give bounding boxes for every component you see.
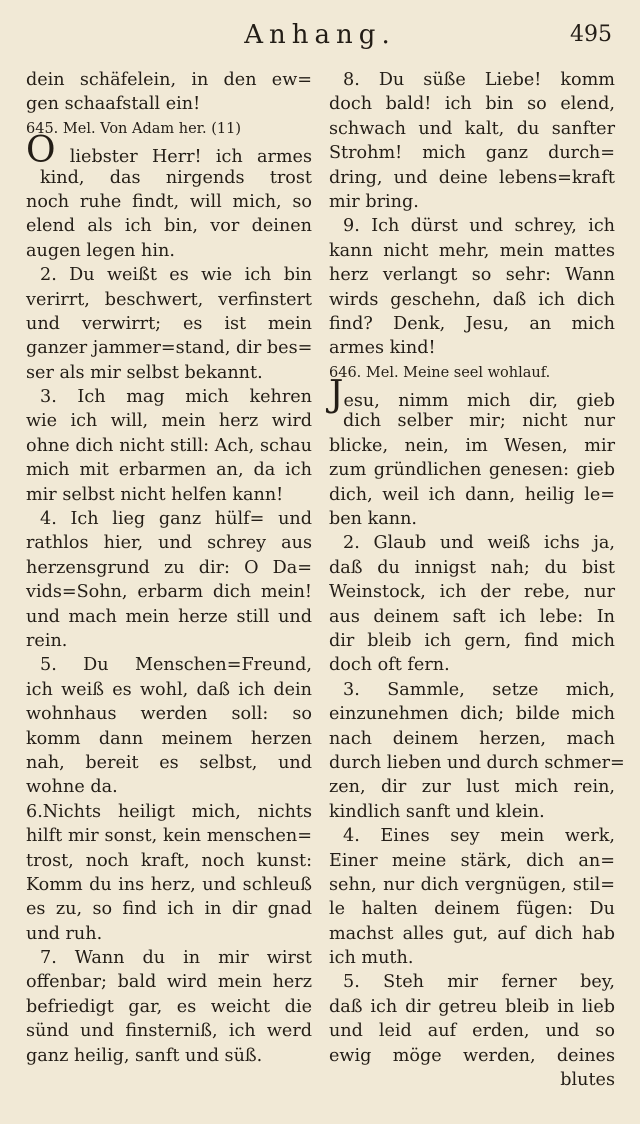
text-line: vids=Sohn, erbarm dich mein! (26, 582, 312, 603)
text-line: ich muth. (329, 948, 414, 969)
text-line: Komm du ins herz, und schleuß (26, 874, 312, 895)
text-line: offenbar; bald wird mein herz (26, 972, 312, 993)
text-line: wie ich will, mein herz wird (26, 411, 312, 432)
text-line: trost, noch kraft, noch kunst: (26, 850, 312, 871)
text-line: dir bleib ich gern, find mich (329, 630, 615, 651)
text-line: befriedigt gar, es weicht die (26, 996, 312, 1017)
text-line: ich weiß es wohl, daß ich dein (26, 679, 312, 700)
text-line: sünd und finsterniß, ich werd (26, 1021, 312, 1042)
text-line: hilft mir sonst, kein menschen= (26, 826, 312, 847)
text-line: 2. Glaub und weiß ichs ja, (343, 533, 615, 554)
text-line: wirds geschehn, daß ich dich (329, 289, 615, 310)
text-line: Strohm! mich ganz durch= (329, 143, 615, 164)
text-line: mich mit erbarmen an, da ich (26, 460, 312, 481)
text-line: 5. Steh mir ferner bey, (343, 972, 615, 993)
text-line: augen legen hin. (26, 240, 175, 261)
left-column (26, 68, 312, 1068)
text-line: es zu, so find ich in dir gnad (26, 899, 312, 920)
text-line: rathlos hier, und schrey aus (26, 533, 312, 554)
text-line: Einer meine stärk, dich an= (329, 850, 615, 871)
text-line: verirrt, beschwert, verfinstert (26, 289, 312, 310)
text-line: armes kind! (329, 338, 436, 359)
text-line: doch oft fern. (329, 655, 450, 676)
text-line: dein schäfelein, in den ew= (26, 70, 312, 90)
text-line: 7. Wann du in mir wirst (40, 948, 312, 969)
text-line: rein. (26, 630, 68, 651)
text-line: herzensgrund zu dir: O Da= (26, 557, 312, 578)
text-line: Weinstock, ich der rebe, nur (329, 582, 615, 603)
text-line: daß du innigst nah; du bist (329, 557, 615, 578)
text-line: Jesu, nimm mich dir, gieb (329, 374, 615, 416)
text-line: und mach mein herze still und (26, 606, 312, 627)
text-line: kann nicht mehr, mein mattes (329, 240, 615, 261)
text-line: 2. Du weißt es wie ich bin (40, 265, 312, 286)
text-line: le halten deinem fügen: Du (329, 899, 615, 920)
text-line: ser als mir selbst bekannt. (26, 362, 263, 383)
text-line: mir bring. (329, 191, 419, 212)
text-line: daß ich dir getreu bleib in lieb (329, 996, 615, 1017)
text-line: 5. Du Menschen=Freund, (40, 655, 312, 676)
text-line: mir selbst nicht helfen kann! (26, 484, 284, 505)
text-line: elend als ich bin, vor deinen (26, 216, 312, 237)
running-header: Anhang. (244, 20, 396, 50)
text-line: komm dann meinem herzen (26, 728, 312, 749)
hymn-heading: 646. Mel. Meine seel wohlauf. (329, 364, 551, 381)
text-line: und leid auf erden, und so (329, 1021, 615, 1042)
text-line: ben kann. (329, 509, 418, 530)
hymn-heading: 645. Mel. Von Adam her. (11) (26, 120, 241, 137)
text-line: blutes (560, 1070, 615, 1091)
text-line: 4. Ich lieg ganz hülf= und (40, 509, 312, 530)
text-line: 3. Sammle, setze mich, (343, 679, 615, 700)
right-column (329, 68, 625, 1092)
text-line: wohnhaus werden soll: so (26, 704, 312, 725)
text-line: O liebster Herr! ich armes (26, 130, 312, 172)
text-line: sehn, nur dich vergnügen, stil= (329, 874, 615, 895)
text-line: 4. Eines sey mein werk, (343, 826, 615, 847)
text-line: ohne dich nicht still: Ach, schau (26, 435, 312, 456)
text-line: schwach und kalt, du sanfter (329, 118, 615, 139)
text-line: durch lieben und durch schmer= (329, 752, 625, 773)
text-line: herz verlangt so sehr: Wann (329, 265, 615, 286)
text-line: nach deinem herzen, mach (329, 728, 615, 749)
text-line: 9. Ich dürst und schrey, ich (343, 216, 615, 237)
text-line: dring, und deine lebens=kraft (329, 167, 615, 188)
text-line: 8. Du süße Liebe! komm (343, 70, 615, 90)
text-line: noch ruhe findt, will mich, so (26, 191, 312, 212)
text-line: dich, weil ich dann, heilig le= (329, 484, 615, 505)
text-line: kind, das nirgends trost (40, 167, 312, 188)
text-line: ganz heilig, sanft und süß. (26, 1045, 263, 1066)
text-line: blicke, nein, im Wesen, mir (329, 435, 615, 456)
text-line: ewig möge werden, deines (329, 1045, 615, 1066)
text-line: find? Denk, Jesu, an mich (329, 313, 615, 334)
text-line: wohne da. (26, 777, 118, 798)
text-line: kindlich sanft und klein. (329, 801, 545, 822)
text-line: doch bald! ich bin so elend, (329, 94, 615, 115)
text-line: ganzer jammer=stand, dir bes= (26, 338, 313, 359)
text-line: einzunehmen dich; bilde mich (329, 704, 615, 725)
text-line: zum gründlichen genesen: gieb (329, 460, 615, 481)
text-line: 3. Ich mag mich kehren (40, 387, 312, 408)
text-line: dich selber mir; nicht nur (343, 411, 615, 432)
text-line: gen schaafstall ein! (26, 94, 201, 115)
text-line: nah, bereit es selbst, und (26, 752, 312, 773)
text-line: machst alles gut, auf dich hab (329, 923, 615, 944)
text-line: und verwirrt; es ist mein (26, 313, 312, 334)
text-line: aus deinem saft ich lebe: In (329, 606, 615, 627)
text-line: 6.Nichts heiligt mich, nichts (26, 801, 312, 822)
page-number: 495 (570, 22, 612, 47)
text-line: zen, dir zur lust mich rein, (329, 777, 615, 798)
text-line: und ruh. (26, 923, 103, 944)
